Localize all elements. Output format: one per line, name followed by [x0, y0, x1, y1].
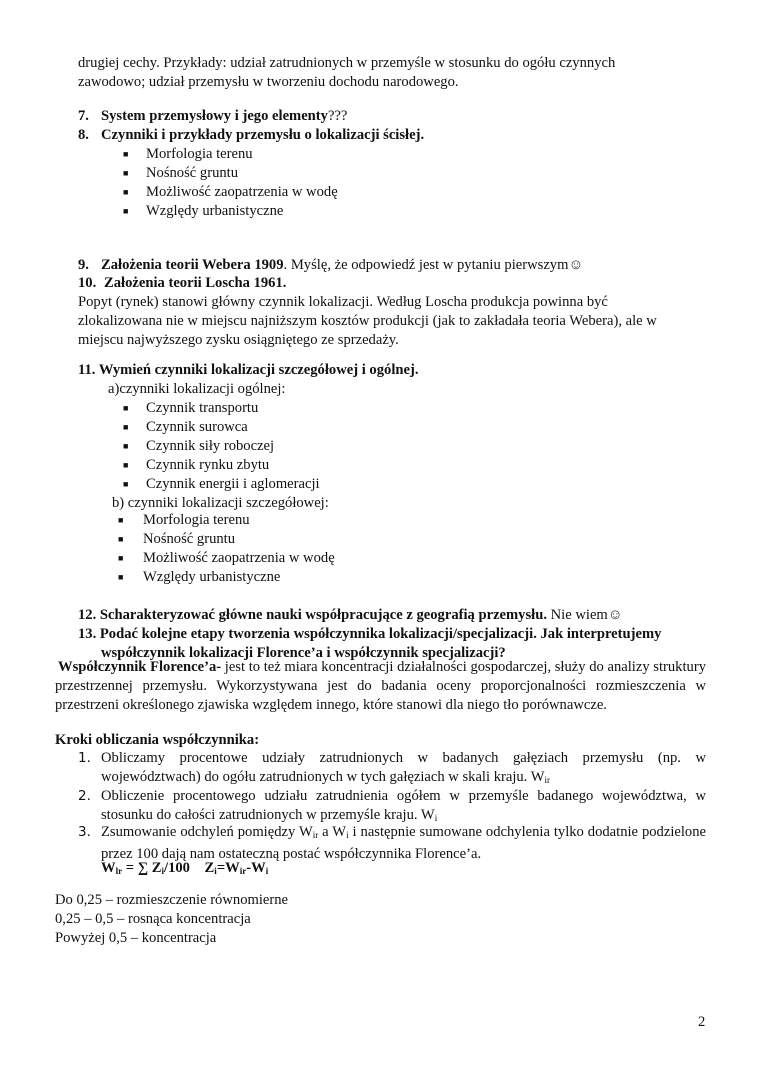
q12-heading — [78, 606, 623, 625]
list-item: Morfologia terenu — [146, 146, 253, 162]
bullet-icon: ■ — [123, 149, 129, 159]
list-item: Czynnik energii i aglomeracji — [146, 476, 320, 492]
list-item: Możliwość zaopatrzenia w wodę — [143, 550, 335, 566]
bullet-icon: ■ — [123, 460, 129, 470]
q10-body-line: zlokalizowana nie w miejscu najniższym kosztów produkcji (jak to zakładała teoria Webera), ale w — [78, 313, 657, 329]
q10-body-line: miejscu najwyższego zysku osiągniętego ze sprzedaży. — [78, 332, 399, 348]
florence-definition — [55, 658, 706, 715]
step-1 — [101, 749, 706, 790]
list-item: Względy urbanistyczne — [143, 569, 281, 585]
range-line: 0,25 – 0,5 – rosnąca koncentracja — [55, 911, 251, 927]
bullet-icon: ■ — [118, 515, 124, 525]
florence-text: jest to też miara koncentracji działalności gospodarczej, służy do analizy struktury przestrzennej przemysłu. Wykorzystywana jest do badania oceny proporcjonalności rozmieszczenia w przestrzeni określonego zjawiska względem innego, które stanowi dla niego tło porównawcze. — [55, 659, 706, 713]
bullet-icon: ■ — [118, 534, 124, 544]
q9-number: 9. — [78, 257, 89, 273]
step-number: 1. — [78, 750, 91, 766]
q13-title-cont: współczynnik lokalizacji Florence’a i współczynnik specjalizacji? — [101, 645, 506, 661]
florence-term: Współczynnik Florence’a- — [58, 659, 222, 675]
q10-number: 10. — [78, 275, 97, 291]
list-item: Czynnik transportu — [146, 400, 259, 416]
q10-title: Założenia teorii Loscha 1961. — [104, 275, 287, 291]
step-text: Obliczamy procentowe udziały zatrudnionych w badanych gałęziach przemysłu (np. w województwach) do ogółu zatrudnionych w tych gałęziach w skali kraju. W — [101, 750, 706, 785]
q12-rest: Nie wiem☺ — [546, 607, 623, 623]
step-number: 2. — [78, 788, 91, 804]
step-sub: ir — [544, 775, 550, 785]
formula-sub: i — [214, 866, 217, 876]
formula-part: -W — [246, 860, 266, 876]
step-text: i następnie sumowane odchylenia tylko dodatnie podzielone przez 100 dają nam ostateczną postać współczynnika Florence’a. — [101, 824, 706, 862]
bullet-icon: ■ — [123, 168, 129, 178]
step-text: Obliczenie procentowego udziału zatrudnienia ogółem w przemyśle badanego województwa, w stosunku do całości zatrudnionych w przemyśle kraju. W — [101, 788, 706, 823]
range-line: Powyżej 0,5 – koncentracja — [55, 930, 217, 946]
list-item: Czynnik siły roboczej — [146, 438, 275, 454]
bullet-icon: ■ — [123, 441, 129, 451]
formula-sub: ir — [239, 866, 247, 876]
page-number: 2 — [698, 1014, 706, 1030]
bullet-icon: ■ — [123, 479, 129, 489]
step-text: Zsumowanie odchyleń pomiędzy W — [101, 824, 313, 840]
q9-title: Założenia teorii Webera 1909 — [101, 257, 284, 273]
bullet-icon: ■ — [118, 553, 124, 563]
q7-heading — [101, 107, 347, 126]
step-sub: i — [346, 830, 349, 840]
list-item: Nośność gruntu — [146, 165, 239, 181]
q13-title: 13. Podać kolejne etapy tworzenia współczynnika lokalizacji/specjalizacji. Jak interpretujemy — [78, 626, 662, 642]
steps-heading: Kroki obliczania współczynnika: — [55, 732, 260, 748]
step-sub: i — [434, 813, 438, 823]
formula-part: = ∑ Z — [122, 860, 162, 876]
q11-title: 11. Wymień czynniki lokalizacji szczegółowej i ogólnej. — [78, 362, 419, 378]
bullet-icon: ■ — [118, 572, 124, 582]
list-item: Morfologia terenu — [143, 512, 250, 528]
intro-line: zawodowo; udział przemysłu w tworzeniu dochodu narodowego. — [78, 74, 459, 90]
q12-title: 12. Scharakteryzować główne nauki współpracujące z geografią przemysłu. — [78, 607, 547, 623]
formula-part: /100 Z — [164, 860, 215, 876]
q11-a-label: a)czynniki lokalizacji ogólnej: — [108, 381, 286, 397]
step-sub: ir — [312, 830, 319, 840]
formula-part: W — [101, 860, 116, 876]
step-2 — [101, 787, 706, 828]
q7-rest: ??? — [327, 108, 348, 124]
q7-title: System przemysłowy i jego elementy — [101, 108, 328, 124]
formula-sub: i — [265, 866, 269, 876]
list-item: Czynnik surowca — [146, 419, 248, 435]
range-line: Do 0,25 – rozmieszczenie równomierne — [55, 892, 289, 908]
list-item: Czynnik rynku zbytu — [146, 457, 270, 473]
bullet-icon: ■ — [123, 422, 129, 432]
q10-body-line: Popyt (rynek) stanowi główny czynnik lokalizacji. Według Loscha produkcja powinna być — [78, 294, 608, 310]
step-3 — [101, 823, 706, 864]
bullet-icon: ■ — [123, 206, 129, 216]
formula — [101, 859, 268, 881]
q7-number: 7. — [78, 108, 89, 124]
q9-heading — [101, 256, 583, 275]
list-item: Możliwość zaopatrzenia w wodę — [146, 184, 338, 200]
q8-title: Czynniki i przykłady przemysłu o lokalizacji ścisłej. — [101, 127, 425, 143]
bullet-icon: ■ — [123, 403, 129, 413]
q9-rest: . Myślę, że odpowiedź jest w pytaniu pierwszym☺ — [283, 257, 584, 273]
bullet-icon: ■ — [123, 187, 129, 197]
list-item: Nośność gruntu — [143, 531, 236, 547]
formula-sub: lr — [115, 866, 123, 876]
list-item: Względy urbanistyczne — [146, 203, 284, 219]
step-number: 3. — [78, 824, 91, 840]
formula-part: =W — [216, 860, 240, 876]
formula-sub: i — [161, 866, 165, 876]
q8-number: 8. — [78, 127, 89, 143]
q11-b-label: b) czynniki lokalizacji szczegółowej: — [112, 495, 329, 511]
step-text: a W — [318, 824, 347, 840]
intro-line: drugiej cechy. Przykłady: udział zatrudnionych w przemyśle w stosunku do ogółu czynnych — [78, 55, 616, 71]
